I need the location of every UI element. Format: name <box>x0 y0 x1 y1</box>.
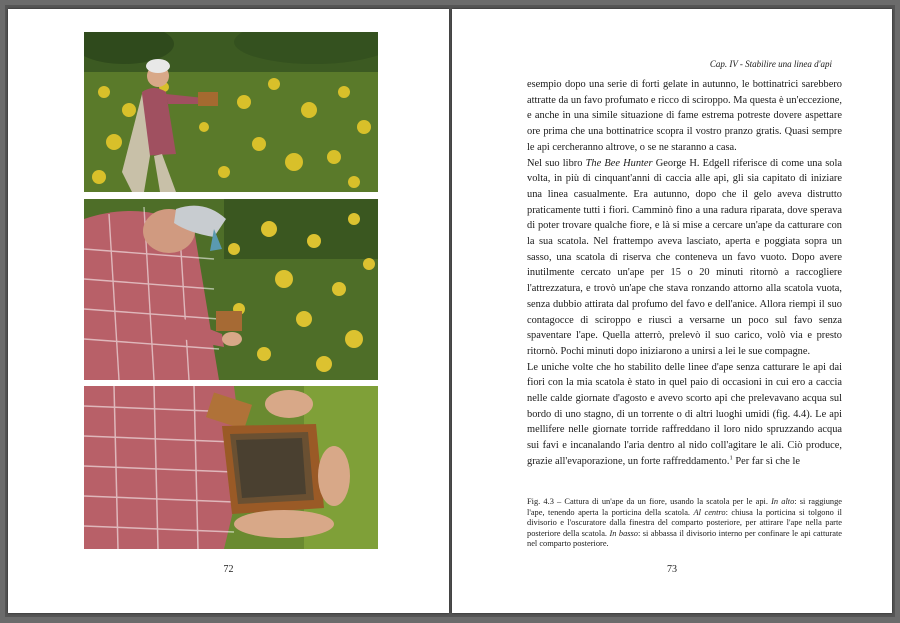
paragraph-1: esempio dopo una serie di forti gelate in autunno, le bottinatrici sarebbero attratte da un favo profumato e ricco di sciroppo. Ma questa è un'eccezione, e anche in una simile situazione di fame estrema potreste dovere aspettare ore prima che una bottinatrice scopra il vostro pranzo gratis. Quasi sempre le api cercheranno altrove, o se ne staranno a casa. <box>527 79 842 153</box>
photo-beekeeper-in-goldenrod-field <box>84 32 378 192</box>
footnote-marker[interactable]: 1 <box>729 454 733 462</box>
page-number-left: 72 <box>223 564 234 575</box>
figure-caption: Fig. 4.3 – Cattura di un'ape da un fiore, usando la scatola per le api. In alto: si raggiunge l'ape, tenendo aperta la porticina della scatola. Al centro: chiusa la porticina si tolgono il divisorio e l'oscuratore dalla finestra del comparto posteriore, per attirare l'ape nella parte posteriore della scatola. In basso: si abbassa il divisorio interno per confinare le api catturate nel comparto posteriore. <box>527 497 843 549</box>
book-title: The Bee Hunter <box>585 157 653 169</box>
photo-wooden-bee-box-closeup <box>84 386 378 549</box>
running-head: Cap. IV - Stabilire una linea d'api <box>709 59 832 69</box>
left-page <box>8 9 449 613</box>
page-number-right: 73 <box>667 564 677 575</box>
body-text <box>527 77 842 470</box>
paragraph-2: Nel suo libro The Bee Hunter George H. Edgell riferisce di come una sola volta, in più di cinquant'anni di caccia alle api, gli sia capitato di iniziare una linea casualmente. Era autunno, dopo che il gelo aveva distrutto praticamente tutti i fiori. Camminò fino a una radura riparata, dove sperava di poter trovare qualche fiore, e là si mise a cercare un'ape da catturare con la sua scatola. Nel frattempo aveva lasciato, aperta e poggiata sopra un sasso, una scatola di riserva che conteneva un favo vuoto. Dopo avere inutilmente cercato un'ape per 15 o 20 minuti ritornò a raccogliere l'attrezzatura, e trovò un'ape che stava ronzando attorno alla scatola vuota, senza dubbio attirata dal profumo del favo e dell'anice. Allora riempì il suo contagocce di sciroppo e riuscì a versarne un poco sul favo senza spaventare l'ape. Quella atterrò, prelevò il suo carico, volò via e presto ritornò. Pochi minuti dopo iniziarono a unirsi a lei le sue compagne. <box>527 157 842 357</box>
right-page <box>452 9 892 613</box>
paragraph-3: Le uniche volte che ho stabilito delle linee d'ape senza catturare le api dai fiori con la mia scatola è stato in quel paio di occasioni in cui ero a caccia nelle calde giornate d'agosto e avevo scorto api che prelevavano acqua sul bordo di uno stagno, di un torrente o di altri luoghi umidi (fig. 4.4). Le api mellifere nelle giornate torride raffreddano il loro nido spruzzando acqua sui favi e incanalando l'aria dentro al nido coll'agitare le ali. Ciò produce, grazie all'evaporazione, un forte raffreddamento.$^1$ Per far sì che le <box>527 361 842 467</box>
photo-beekeeper-closing-box-on-flower <box>84 199 378 380</box>
book-spread <box>5 5 895 617</box>
